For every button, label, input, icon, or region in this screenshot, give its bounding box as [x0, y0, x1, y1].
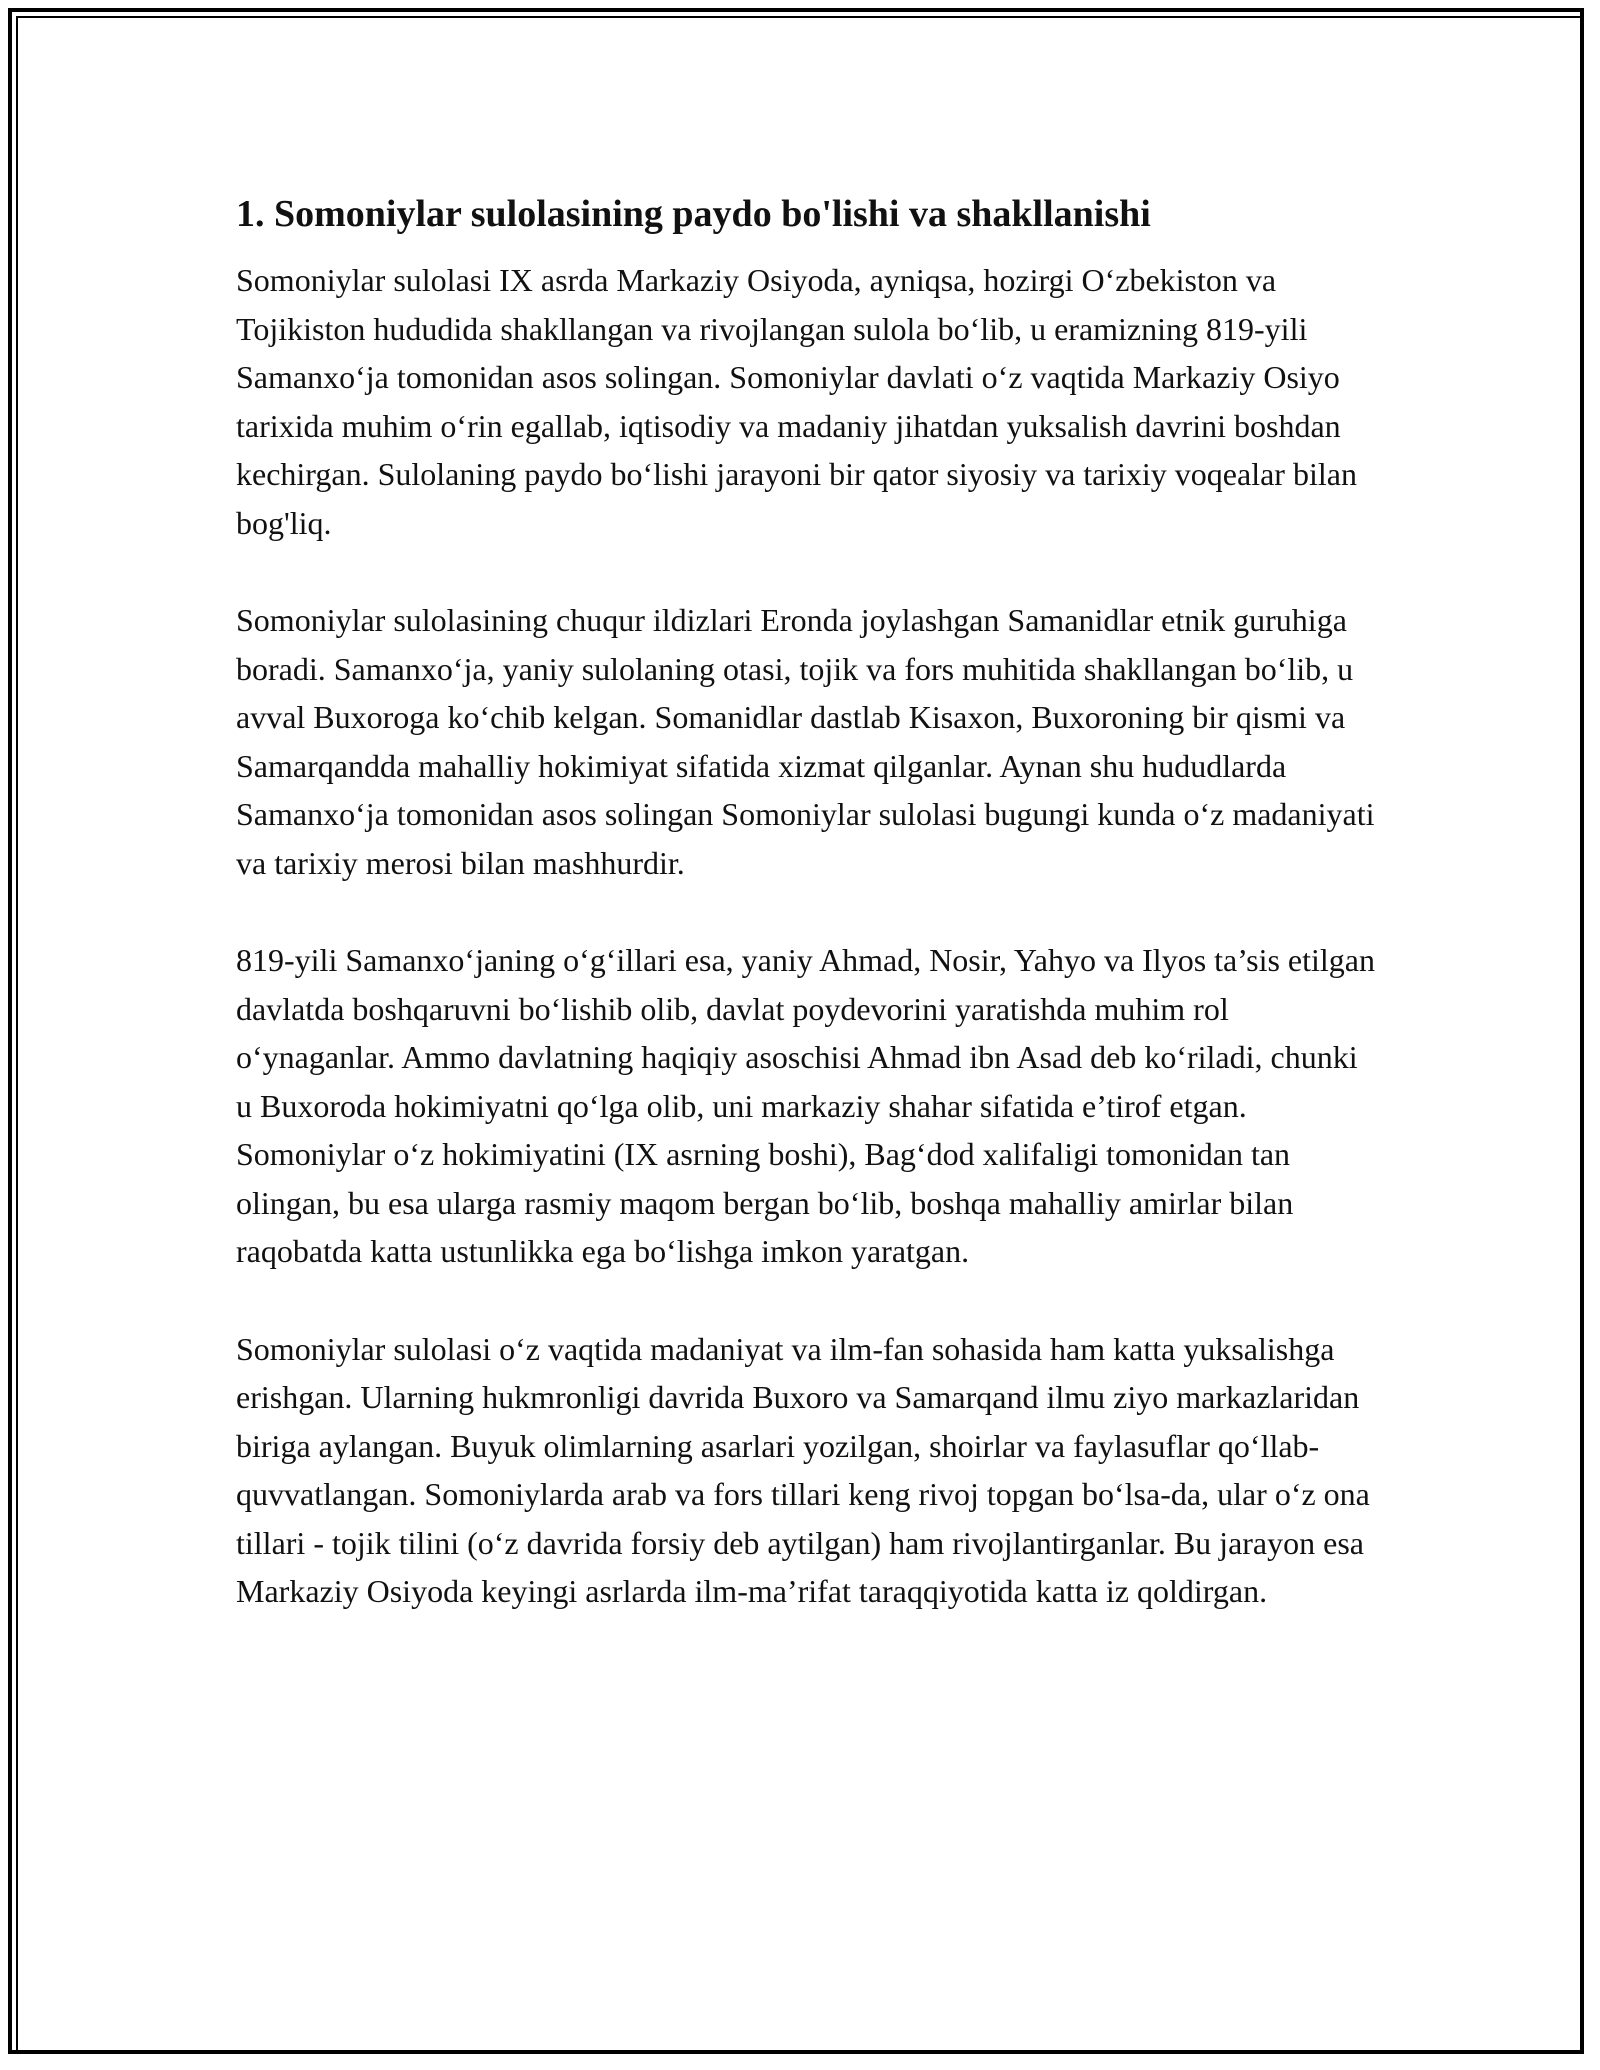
document-title: 1. Somoniylar sulolasining paydo bo'lishi va shakllanishi — [236, 193, 1151, 235]
paragraph-2: Somoniylar sulolasining chuqur ildizlari Eronda joylashgan Samanidlar etnik guruhiga boradi. Samanxo‘ja, yaniy sulolaning otasi, tojik va fors muhitida shakllangan bo‘lib, u avval Buxoroga ko‘chib kelgan. Somanidlar dastlab Kisaxon, Buxoroning bir qismi va Samarqandda mahalliy hokimiyat sifatida xizmat qilganlar. Aynan shu hududlarda Samanxo‘ja tomonidan asos solingan Somoniylar sulolasi bugungi kunda o‘z madaniyati va tarixiy merosi bilan mashhurdir. — [236, 602, 1375, 881]
paragraph-1: Somoniylar sulolasi IX asrda Markaziy Osiyoda, ayniqsa, hozirgi O‘zbekiston va Tojikiston hududida shakllangan va rivojlangan sulola bo‘lib, u eramizning 819-yili Samanxo‘ja tomonidan asos solingan. Somoniylar davlati o‘z vaqtida Markaziy Osiyo tarixida muhim o‘rin egallab, iqtisodiy va madaniy jihatdan yuksalish davrini boshdan kechirgan. Sulolaning paydo bo‘lishi jarayoni bir qator siyosiy va tarixiy voqealar bilan bog'liq. — [236, 262, 1357, 541]
paragraph-4: Somoniylar sulolasi o‘z vaqtida madaniyat va ilm-fan sohasida ham katta yuksalishga erishgan. Ularning hukmronligi davrida Buxoro va Samarqand ilmu ziyo markazlaridan biriga aylangan. Buyuk olimlarning asarlari yozilgan, shoirlar va faylasuflar qo‘llab-quvvatlangan. Somoniylarda arab va fors tillari keng rivoj topgan bo‘lsa-da, ular o‘z ona tillari - tojik tilini (o‘z davrida forsiy deb aytilgan) ham rivojlantirganlar. Bu jarayon esa Markaziy Osiyoda keyingi asrlarda ilm-ma’rifat taraqqiyotida katta iz qoldirgan. — [236, 1330, 1370, 1609]
paragraph-3: 819-yili Samanxo‘janing o‘g‘illari esa, yaniy Ahmad, Nosir, Yahyo va Ilyos ta’sis etilgan davlatda boshqaruvni bo‘lishib olib, davlat poydevorini yaratishda muhim rol o‘ynaganlar. Ammo davlatning haqiqiy asoschisi Ahmad ibn Asad deb ko‘riladi, chunki u Buxoroda hokimiyatni qo‘lga olib, uni markaziy shahar sifatida e’tirof etgan. Somoniylar o‘z hokimiyatini (IX asrning boshi), Bag‘dod xalifaligi tomonidan tan olingan, bu esa ularga rasmiy maqom bergan bo‘lib, boshqa mahalliy amirlar bilan raqobatda katta ustunlikka ega bo‘lishga imkon yaratgan. — [236, 942, 1375, 1269]
document-body — [236, 186, 1376, 1665]
